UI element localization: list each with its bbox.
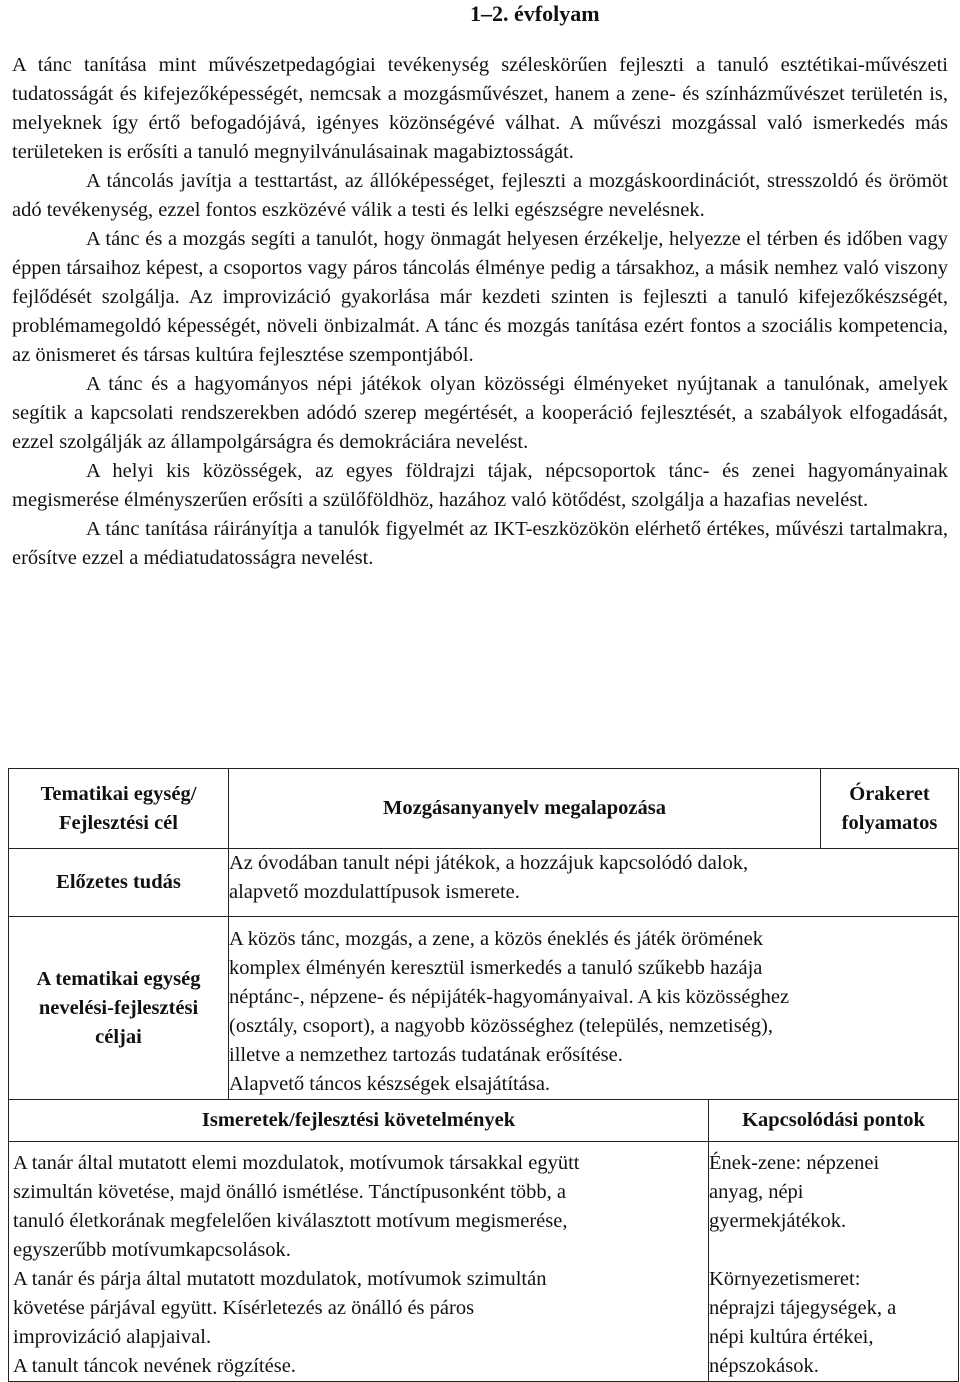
requirements-text — [9, 1142, 709, 1382]
text-line: Az óvodában tanult népi játékok, a hozzájuk kapcsolódó dalok, — [229, 852, 749, 874]
table-row — [9, 849, 959, 917]
intro-paragraph: A táncolás javítja a testtartást, az állóképességet, fejleszti a mozgáskoordinációt, stresszoldó és örömöt adó tevékenység, ezzel fontos eszközévé válik a testi és lelki egészségre nevelésnek. — [12, 170, 948, 221]
theme-label: Tematikai egység/ — [40, 782, 197, 805]
text-line: improvizáció alapjaival. — [13, 1326, 212, 1348]
text-line: A tanár és párja által mutatott mozdulatok, motívumok szimultán — [13, 1268, 547, 1290]
text-line: népi kultúra értékei, — [709, 1326, 874, 1348]
text-line: alapvető mozdulattípusok ismerete. — [229, 881, 520, 903]
goals-label: nevelési-fejlesztési — [38, 996, 199, 1019]
table-row — [9, 1142, 959, 1382]
intro-paragraph: A tánc tanítása mint művészetpedagógiai tevékenység széleskörűen fejleszti a tanuló esztétikai-művészeti tudatosságát és kifejezőképességét, nemcsak a mozgásművészet, hanem a zene- és színházművészet területén is, melyeknek így értő befogadójává, igényes közönségévé válhat. A művészi mozgással való ismerkedés más területeken is erősíti a tanuló megnyilvánulásainak magabiztosságát. — [12, 54, 948, 163]
text-line: A tanár által mutatott elemi mozdulatok, motívumok társakkal együtt — [13, 1152, 580, 1174]
text-line: komplex élményén keresztül ismerkedés a tanuló szűkebb hazája — [229, 957, 763, 979]
hours-value: folyamatos — [841, 811, 938, 834]
text-line: gyermekjátékok. — [709, 1210, 847, 1232]
intro-paragraph: A tánc és a hagyományos népi játékok olyan közösségi élményeket nyújtanak a tanulónak, amelyek segítik a kapcsolati rendszerekben adódó szerep megértését, a kooperáció fejlesztését, a szabályok elfogadását, ezzel szolgálják az állampolgárságra és demokráciára nevelést. — [12, 373, 948, 453]
intro-paragraph: A tánc és a mozgás segíti a tanulót, hogy önmagát helyesen érzékelje, helyezze el térben és időben vagy éppen társaihoz képest, a csoportos vagy páros táncolás élménye pedig a társakhoz, a másik nemhez való viszony fejlődését szolgálja. Az improvizáció gyakorlása már kezdeti szinten is fejleszti a tanuló kifejezőkészségét, problémamegoldó képességét, növeli önbizalmát. A tánc és mozgás tanítása ezért fontos a szociális kompetencia, az önismeret és társas kultúra fejlesztése szempontjából. — [12, 228, 948, 366]
text-line: anyag, népi — [709, 1181, 804, 1203]
grade-heading: 1–2. évfolyam — [470, 1, 600, 26]
text-line: tanuló életkorának megfelelően kiválasztott motívum megismerése, — [13, 1210, 568, 1232]
text-line: Környezetismeret: — [709, 1268, 861, 1290]
theme-label: Fejlesztési cél — [59, 811, 178, 834]
text-line: A tanult táncok nevének rögzítése. — [13, 1355, 296, 1377]
prior-knowledge-text — [229, 849, 959, 917]
hours-cell — [821, 769, 959, 849]
text-line: néprajzi tájegységek, a — [709, 1297, 897, 1319]
requirements-header: Ismeretek/fejlesztési követelmények — [9, 1100, 709, 1142]
text-line: (osztály, csoport), a nagyobb közösséghez (település, nemzetiség), — [229, 1015, 774, 1037]
goals-label-cell — [9, 917, 229, 1100]
hours-label: Órakeret — [849, 782, 930, 805]
thematic-unit-table — [8, 768, 959, 1100]
intro-paragraph: A tánc tanítása ráirányítja a tanulók figyelmét az IKT-eszközökön elérhető értékes, művészi tartalmakra, erősítve ezzel a médiatudatosságra nevelést. — [12, 518, 948, 569]
text-line: szimultán követése, majd önálló ismétlése. Tánctípusonként több, a — [13, 1181, 566, 1203]
intro-text — [12, 51, 948, 573]
goals-label: A tematikai egység — [36, 967, 201, 990]
table-row — [9, 1100, 959, 1142]
requirements-table — [8, 1099, 959, 1382]
intro-paragraph: A helyi kis közösségek, az egyes földrajzi tájak, népcsoportok tánc- és zenei hagyományainak megismerése élményszerűen erősíti a szülőföldhöz, hazához való kötődést, szolgálja a hazafias nevelést. — [12, 460, 948, 511]
table-row — [9, 769, 959, 849]
text-line: illetve a nemzethez tartozás tudatának erősítése. — [229, 1044, 623, 1066]
spacer — [709, 1236, 958, 1265]
text-line: A közös tánc, mozgás, a zene, a közös éneklés és játék örömének — [229, 928, 763, 950]
goals-text — [229, 917, 959, 1100]
text-line: egyszerűbb motívumkapcsolások. — [13, 1239, 291, 1261]
connections-text — [709, 1142, 959, 1382]
theme-label-cell — [9, 769, 229, 849]
prior-knowledge-label: Előzetes tudás — [9, 849, 229, 917]
connections-header: Kapcsolódási pontok — [709, 1100, 959, 1142]
text-line: követése párjával együtt. Kísérletezés az önálló és páros — [13, 1297, 475, 1319]
text-line: népszokások. — [709, 1355, 819, 1377]
text-line: néptánc-, népzene- és népijáték-hagyományaival. A kis közösséghez — [229, 986, 790, 1008]
text-line: Alapvető táncos készségek elsajátítása. — [229, 1073, 551, 1095]
goals-label: céljai — [95, 1025, 142, 1048]
theme-title: Mozgásanyanyelv megalapozása — [229, 769, 821, 849]
text-line: Ének-zene: népzenei — [709, 1152, 880, 1174]
table-row — [9, 917, 959, 1100]
